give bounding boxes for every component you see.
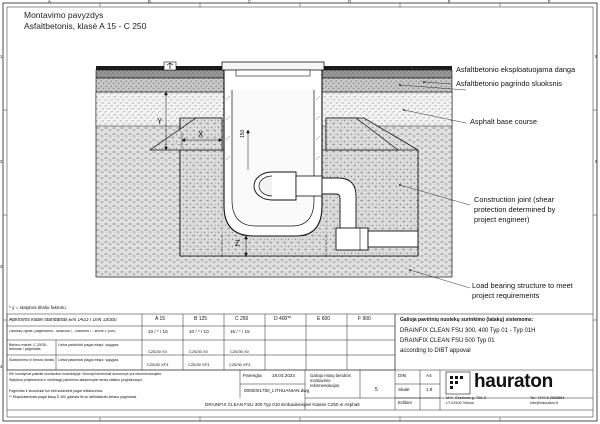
- table-header-d400: D 400**: [274, 316, 292, 322]
- table-header-f900: F 900: [358, 316, 371, 322]
- table-row-2-b125: C25/30 X0: [189, 349, 208, 354]
- table-row-1-c250: 15 / * / 15: [230, 329, 250, 334]
- callout-load-bearing-line2: project requirements: [472, 291, 540, 300]
- fine-print-1: Kiti nurodymai pateikti montavimo instrukcijoje. Nurodyti techniniai duomenys yra rekomenduojami.: [9, 372, 163, 376]
- table-row-1-a15: 10 / * / 10: [148, 329, 168, 334]
- grid-letter-c: C: [248, 0, 252, 4]
- table-row-3-label: Sutankinimo ir betono tankis: [9, 358, 55, 362]
- callout-construction-joint-line2: protection determined by: [474, 205, 556, 214]
- dimension-y-label: Y: [157, 117, 163, 126]
- issued-label: Parengta: [243, 373, 262, 378]
- callout-base-course: Asphalt base course: [470, 117, 537, 126]
- callout-load-bearing-line1: Load bearing structure to meet: [472, 281, 573, 290]
- grid-number-2: 2: [0, 159, 3, 164]
- grid-number-3: 3: [0, 264, 3, 269]
- din-label: DIN: [398, 373, 406, 378]
- din-value: A4: [426, 373, 432, 378]
- dimension-z-label: Z: [235, 239, 240, 248]
- dimension-x-label: X: [198, 130, 204, 139]
- grid-number-5: 5: [595, 54, 598, 59]
- validity-heading: Galioja pavirinių nuotekų surinkimo (latakų) sistemoms:: [400, 317, 534, 323]
- company-address-1: M.K. Čiurlionio g. 70A-3: [446, 396, 487, 400]
- grid-number-1: 1: [0, 54, 3, 59]
- general-note: Galioja mūsų bendros montavimo rekomendacijos: [310, 373, 351, 389]
- table-row-2-a15: C25/30 X0: [148, 349, 167, 354]
- fine-print-4: ** Eksploatavimas pagal klasę D 400 galimas tik su atitinkamais ketaus pagrindais.: [9, 395, 138, 399]
- table-header-standard: Apkrovos klasė standartas EN 1433 / DIN 19580: [9, 318, 117, 323]
- dimension-depth-label: 150: [240, 129, 246, 138]
- table-row-2-label: Betono markė: C 25/30 - betonas / pagrindas: [9, 343, 49, 352]
- callout-construction-joint-line3: project engineer): [474, 215, 530, 224]
- callout-wearing-course: Asfaltbetonio eksploatuojama danga: [456, 65, 576, 74]
- grid-letter-b: B: [148, 0, 151, 4]
- grid-letter-e: E: [448, 0, 451, 4]
- table-header-c250: C 250: [235, 316, 249, 322]
- grid-letter-a: A: [48, 0, 51, 4]
- grid-letter-d: D: [348, 0, 352, 4]
- company-address-2: LT-03100 Vilnius: [446, 401, 474, 405]
- table-row-2-sub: Lieka pasirinkti pagal ekspl. sąlygas: [58, 343, 119, 347]
- company-phone: Tel. +370 5 2628554: [530, 396, 565, 400]
- table-row-3-a15: C25/30 XF3: [147, 362, 169, 367]
- sheet-number: 5: [375, 387, 378, 393]
- edition-label: Edition: [398, 400, 413, 405]
- drawing-subtitle: Asfaltbetonis, klasė A 15 - C 250: [24, 21, 147, 31]
- table-header-e600: E 600: [317, 316, 331, 322]
- scale-value: 1:8: [426, 387, 433, 392]
- table-row-1-label: Laikiklių dydis: pagrindinis - skaičius / - vidutinis / - storis Z (cm): [9, 330, 116, 333]
- table-header-a15: A 15: [155, 316, 166, 322]
- company-name: hauraton: [474, 371, 553, 392]
- footnote: * y = statybos tiksliu faktoriu: [9, 305, 66, 310]
- drawing-number: 0000001750_LITHUANIAN.dwg: [244, 388, 310, 393]
- table-row-2-c250: C25/30 X0: [230, 349, 249, 354]
- callout-binder-course: Asfaltbetonio pagrindo sluoksnis: [456, 79, 562, 88]
- issued-date: 18.04.2024: [272, 373, 295, 378]
- validity-line-1: DRAINFIX CLEAN FSU 300, 400 Typ 01 - Typ 01H: [400, 328, 536, 334]
- grid-number-4: 4: [0, 364, 3, 369]
- fine-print-2: Statybos projektavimo ir medžiagų parinkimo atsakomybė tenka statinio projektuotojui.: [9, 378, 143, 382]
- table-row-3-sub: Lieka pasirinkti pagal ekspl. sąlygas: [58, 358, 119, 362]
- product-line: DRAINFIX CLEAN FSU 300 Typ 010 Einbaubeispiel Klasse C250 in Asphalt: [205, 402, 360, 407]
- table-header-b125: B 125: [194, 316, 208, 322]
- company-email: info@hauraton.lt: [530, 401, 558, 405]
- grid-number-6: 6: [595, 159, 598, 164]
- validity-line-3: according to DIBT appoval: [400, 348, 471, 354]
- validity-line-2: DRAINFIX CLEAN FSU 500 Typ 01: [400, 338, 495, 344]
- table-row-1-b125: 10 / * / 10: [189, 329, 209, 334]
- hauraton-logo-icon: [446, 372, 470, 394]
- table-row-3-b125: C25/30 XF3: [188, 362, 210, 367]
- table-row-3-c250: C25/30 XF3: [229, 362, 251, 367]
- fine-print-3: Pagrindas ir sluoksniai turi būti sutankinti pagal reikalavimus.: [9, 389, 104, 393]
- callout-construction-joint-line1: Construction joint (shear: [474, 195, 555, 204]
- grid-letter-f: F: [548, 0, 551, 4]
- drawing-title: Montavimo pavyzdys: [24, 10, 104, 20]
- scale-label: Skalė: [398, 387, 410, 392]
